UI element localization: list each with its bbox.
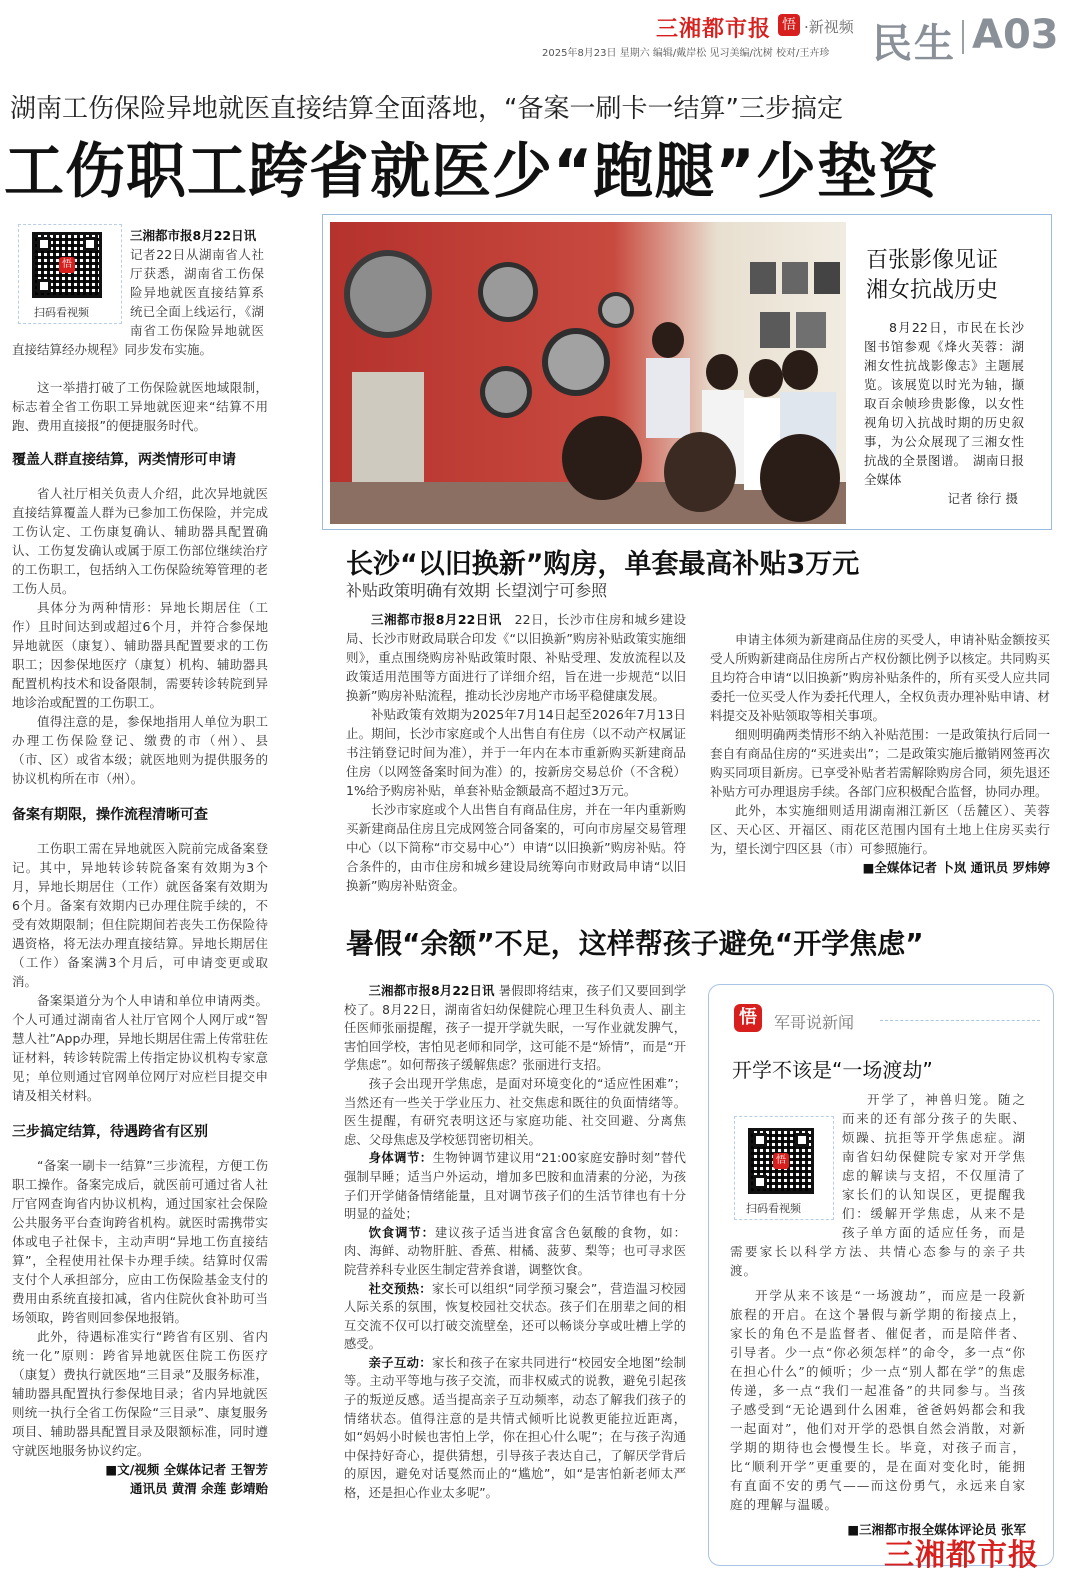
article3-para-3: 生物钟调节建议用“21:00家庭安静时刻”替代强制早睡；适当户外运动，增加多巴胺和血清素的分泌，为孩子们开学储备情绪能量，且对调节孩子们的生活节律也有十分明显的益处；	[344, 1151, 686, 1222]
app-logo-icon: 悟	[778, 14, 800, 36]
article3-lead-source: 三湘都市报8月22日讯	[368, 984, 495, 998]
photo-caption	[864, 318, 1024, 508]
masthead-logo: 三湘都市报	[656, 17, 772, 42]
article1-para-1: 这一举措打破了工伤保险就医地域限制，标志着全省工伤职工异地就医迎来“结算不用跑、费用直接报”的便捷服务时代。	[12, 380, 268, 433]
column-para-1: 开学了，神兽归笼。随之而来的还有部分孩子的失眠、烦躁、抗拒等开学焦虑症。湖南省妇幼保健院专家对开学焦虑的解读与支招，不仅厘清了家长们的认知误区，更提醒我们：缓解开学焦虑，从来不是孩子单方面的适应任务，而是需要家长以科学方法、共情心态参与的亲子共渡。	[730, 1092, 1026, 1278]
article2-para-5: 细则明确两类情形不纳入补贴范围：一是政策执行后同一套自有商品住房的“买进卖出”；二是政策实施后撤销网签再次购买同项目新房。已享受补贴者若需解除购房合同，须先退还补贴方可办理退房手续。各部门应积极配合监督，协同办理。	[710, 727, 1050, 799]
article3-body	[344, 982, 686, 1503]
article1-byline-2: 通讯员 黄渭 余莲 彭靖贻	[129, 1481, 268, 1496]
article2-para-4: 申请主体须为新建商品住房的买受人，申请补贴金额按买受人所购新建商品住房所占产权份额比例予以核定。共同购买且均符合申请“以旧换新”购房补贴条件的，所有买受人应共同委托一位买受人作为委托代理人，全权负责办理补贴申请、材料提交及补贴领取等相关事项。	[710, 632, 1050, 723]
article1-headline: 工伤职工跨省就医少“跑腿”少垫资	[4, 137, 939, 207]
photo-credit: 记者 徐行 摄	[947, 491, 1018, 506]
article2-lead-source: 三湘都市报8月22日讯	[371, 612, 502, 627]
article2-col-2	[710, 630, 1050, 877]
masthead-divider	[962, 20, 964, 54]
column-logo-icon: 悟	[734, 1004, 762, 1032]
article1-byline-1: ■文/视频 全媒体记者 王智芳	[105, 1462, 268, 1477]
column-qr-caption: 扫码看视频	[746, 1202, 801, 1215]
article3-para-6: 家长和孩子在家共同进行“校园安全地图”绘制等。主动平等地与孩子交流，而非权威式的说教，避免引起孩子的叛逆反感。适当提高亲子互动频率，动态了解我们孩子的情绪状态。值得注意的是共情式倾听比说教更能拉近距离，如“妈妈小时候也害怕上学，你在担心什么呢”；在与孩子沟通中保持好奇心，提供猜想，引导孩子表达自己，了解厌学背后的原因，避免对话戛然而止的“尴尬”，如“是害怕新老师太严格，还是担心作业太多呢”。	[344, 1355, 686, 1501]
photo-title	[866, 246, 998, 306]
photo-caption-text: 8月22日，市民在长沙图书馆参观《烽火芙蓉：湖湘女性抗战影像志》主题展览。该展览以时光为轴，撷取百余帧珍贵影像，以女性视角切入抗战时期的历史叙事，为公众展现了三湘女性抗战的全景图谱。 湖南日报全媒体	[864, 320, 1024, 487]
article1-para-7: “备案一刷卡一结算”三步流程，方便工伤职工操作。备案完成后，就医前可通过省人社厅官网查询省内协议机构，通过国家社会保险公共服务平台查询跨省机构。就医时需携带实体或电子社保卡，主动声明“异地工伤直接结算”，全程使用社保卡办理手续。结算时仅需支付个人承担部分，应由工伤保险基金支付的费用由系统直接扣减，省内住院伙食补助可当场领取，跨省则回参保地报销。	[12, 1158, 268, 1325]
photo-title-line-1: 百张影像见证	[866, 248, 999, 273]
article2-headline: 长沙“以旧换新”购房，单套最高补贴3万元	[346, 549, 860, 580]
masthead-info: 2025年8月23日 星期六 编辑/戴岸松 见习美编/沈树 校对/王卉珍	[542, 48, 830, 59]
qr-logo-icon: 悟	[59, 257, 75, 273]
column-para-2: 开学从来不该是“一场渡劫”，而应是一段新旅程的开启。在这个暑假与新学期的衔接点上，家长的角色不是监督者、催促者，而是陪伴者、引导者。少一点“你必须怎样”的命令，多一点“你在担心什么”的倾听；少一点“别人都在学”的焦虑传递，多一点“我们一起准备”的共同参与。当孩子感受到“无论遇到什么困难，爸爸妈妈都会和我一起面对”，他们对开学的恐惧自然会消散，对新学期的期待也会慢慢生长。毕竟，对孩子而言，比“顺利开学”更重要的，是在面对变化时，能拥有直面不安的勇气——而这份勇气，永远来自家庭的理解与温暖。	[730, 1288, 1026, 1512]
article1-para-6: 备案渠道分为个人申请和单位申请两类。个人可通过湖南省人社厅官网个人网厅或“智慧人社”App办理，异地长期居住需上传常驻佐证材料，转诊转院需上传指定协议机构专家意见；单位则通过官网单位网厅对应栏目提交申请及相关材料。	[12, 993, 268, 1103]
article2-subhead: 补贴政策明确有效期 长望浏宁可参照	[346, 581, 608, 600]
article1-lead-continued	[12, 226, 264, 359]
article3-para-4: 建议孩子适当进食富含色氨酸的食物，如：肉、海鲜、动物肝脏、香蕉、柑橘、菠萝、梨等；也可寻求医院营养科专业医生制定营养食谱，调整饮食。	[344, 1225, 686, 1277]
footer-logo: 三湘都市报	[884, 1538, 1039, 1573]
article1-para-2: 省人社厅相关负责人介绍，此次异地就医直接结算覆盖人群为已参加工伤保险，并完成工伤认定、工伤康复确认、辅助器具配置确认、工伤复发确认或属于原工伤部位继续治疗的工伤职工，包括纳入工伤保险统筹管理的老工伤人员。	[12, 486, 268, 596]
article2-para-3: 长沙市家庭或个人出售自有商品住房，并在一年内重新购买新建商品住房且完成网签合同备案的，可向市房屋交易管理中心（以下简称“市交易中心”）申请“以旧换新”购房补贴。符合条件的，由市住房和城乡建设局统筹向市财政局申请“以旧换新”购房补贴资金。	[346, 802, 686, 893]
article1-lead-source: 三湘都市报8月22日讯	[130, 228, 257, 243]
article1-subhead-1: 覆盖人群直接结算，两类情形可申请	[12, 452, 236, 468]
article3-para-5: 家长可以组织“同学预习聚会”，营造温习校园人际关系的氛围，恢复校园社交状态。孩子们在朋辈之间的相互交流不仅可以打破交流壁垒，还可以畅谈分享或吐槽上学的感受。	[344, 1281, 686, 1352]
exhibition-photo[interactable]	[330, 222, 846, 524]
article2-byline: ■全媒体记者 卜岚 通讯员 罗炜婷	[862, 860, 1050, 875]
column-qr-logo-icon: 悟	[773, 1153, 789, 1169]
column-body	[730, 1090, 1026, 1539]
column-byline: ■三湘都市报全媒体评论员 张军	[847, 1522, 1026, 1537]
article1-body-a	[12, 378, 268, 1498]
article1-para-3: 具体分为两种情形：异地长期居住（工作）且时间达到或超过6个月，并符合参保地异地就医（康复）、辅助器具配置要求的工伤职工；因参保地医疗（康复）机构、辅助器具配置机构技术和设备限制，需要转诊转院到异地诊治或配置的工伤职工。	[12, 600, 268, 710]
masthead-video-label: ·新视频	[804, 18, 854, 36]
article1-lead-rest: 记者22日从湖南省人社厅获悉，湖南省工伤保险异地就医直接结算系统已全面上线运行，《湖南省工伤保险异地就医直接结算经办规程》同步发布实施。	[12, 247, 264, 357]
article1-para-4: 值得注意的是，参保地指用人单位为职工办理工伤保险登记、缴费的市（州）、县（市、区）或省本级；就医地则为提供服务的协议机构所在市（州）。	[12, 714, 268, 786]
article1-para-5: 工伤职工需在异地就医入院前完成备案登记。其中，异地转诊转院备案有效期为3个月，异地长期居住（工作）就医备案有效期为6个月。备案有效期内已办理住院手续的，不受有效期限制；但住院期间若丧失工伤保险待遇资格，将无法办理直接结算。异地长期居住（工作）备案满3个月后，可申请变更或取消。	[12, 841, 268, 989]
article3-para-2: 孩子会出现开学焦虑，是面对环境变化的“适应性困难”；当然还有一些关于学业压力、社交焦虑和既往的负面情绪等。医生提醒，有研究表明这还与家庭功能、社交回避、分离焦虑、父母焦虑及学校惩罚密切相关。	[344, 1076, 686, 1147]
article2-para-1: 22日，长沙市住房和城乡建设局、长沙市财政局联合印发《“以旧换新”购房补贴政策实施细则》，重点围绕购房补贴政策时限、补贴受理、发放流程以及政策适用范围等方面进行了详细介绍，旨在进一步规范“以旧换新”购房补贴流程，推动长沙房地产市场平稳健康发展。	[346, 612, 686, 703]
article3-para-6-lead: 亲子互动：	[368, 1355, 432, 1370]
article1-subhead-3: 三步搞定结算，待遇跨省有区别	[12, 1124, 208, 1140]
article1-kicker: 湖南工伤保险异地就医直接结算全面落地，“备案一刷卡一结算”三步搞定	[10, 94, 843, 124]
article2-col-1	[346, 610, 686, 895]
article2-para-2: 补贴政策有效期为2025年7月14日起至2026年7月13日止。期间，长沙市家庭或个人出售自有住房（以不动产权属证书注销登记时间为准），并于一年内在本市重新购买新建商品住房（以网签备案时间为准）的，按新房交易总价（不含税）1%给予购房补贴，单套补贴金额最高不超过3万元。	[346, 707, 686, 798]
exhibition-photo-image	[330, 222, 846, 524]
article3-para-1: 暑假即将结束，孩子们又要回到学校了。8月22日，湖南省妇幼保健院心理卫生科负责人、副主任医师张丽提醒，孩子一提开学就失眠，一写作业就发脾气，害怕回学校，害怕见老师和同学，这可能不是“矫情”，而是“开学焦虑”。如何帮孩子缓解焦虑？张丽进行支招。	[344, 984, 686, 1073]
article3-para-4-lead: 饮食调节：	[368, 1225, 435, 1240]
article1-para-8: 此外，待遇标准实行“跨省有区别、省内统一化”原则：跨省异地就医住院工伤医疗（康复）费执行就医地“三目录”及服务标准，辅助器具配置执行参保地目录；省内异地就医则统一执行全省工伤保险“三目录”、康复服务项目、辅助器具配置目录及限额标准，同时遵守就医地服务协议约定。	[12, 1329, 268, 1458]
article1-qr-caption: 扫码看视频	[34, 306, 89, 319]
article2-para-6: 此外，本实施细则适用湖南湘江新区（岳麓区）、芙蓉区、天心区、开福区、雨花区范围内国有土地上住房买卖行为，望长浏宁四区县（市）可参照施行。	[710, 803, 1050, 856]
column-label-rule	[880, 1020, 1040, 1021]
article3-headline: 暑假“余额”不足，这样帮孩子避免“开学焦虑”	[346, 927, 924, 960]
section-name: 民生	[872, 21, 956, 67]
article3-para-3-lead: 身体调节：	[368, 1151, 433, 1166]
column-title: 开学不该是“一场渡劫”	[732, 1058, 933, 1082]
article3-para-5-lead: 社交预热：	[368, 1281, 432, 1296]
photo-title-line-2: 湘女抗战历史	[866, 278, 999, 303]
article1-subhead-2: 备案有期限，操作流程清晰可查	[12, 807, 208, 823]
page-number: A03	[972, 12, 1059, 58]
column-label: 军哥说新闻	[774, 1013, 855, 1032]
